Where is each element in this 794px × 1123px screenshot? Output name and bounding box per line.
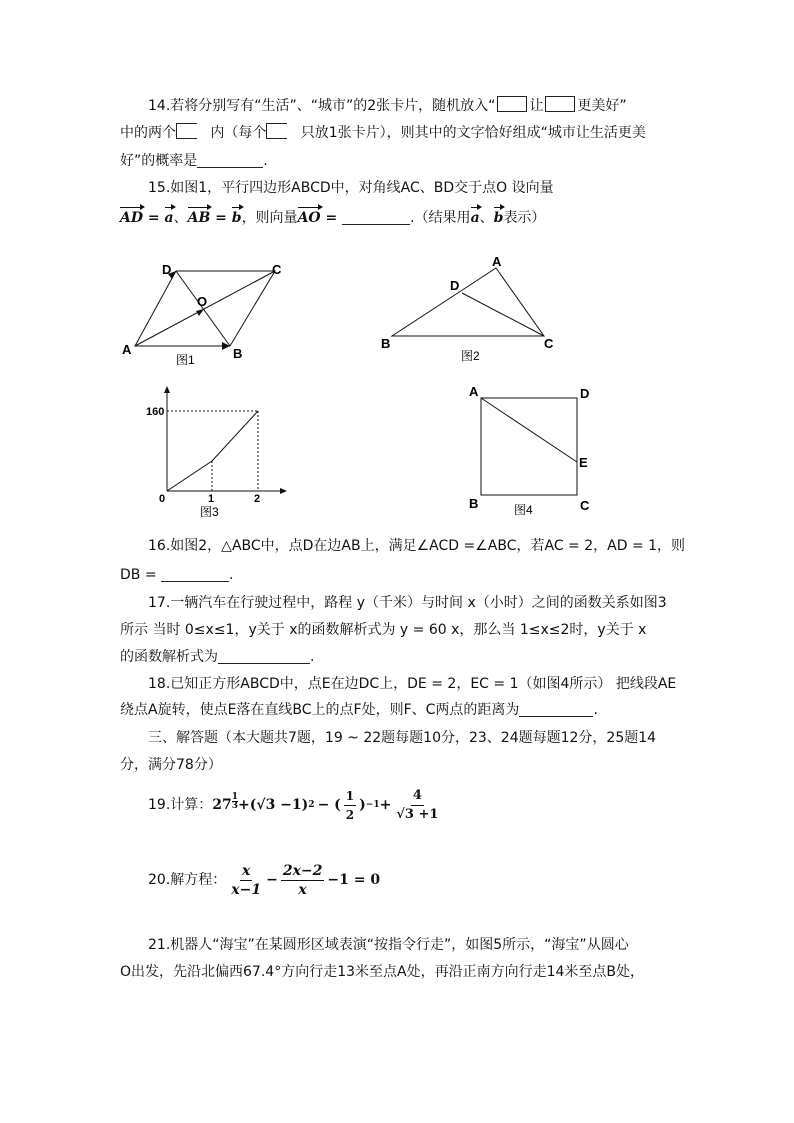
- vector-ao: AO: [297, 210, 321, 226]
- figures-area: [0, 240, 794, 540]
- half-fraction: $\frac{1}{2}$: [345, 788, 355, 822]
- fig4-label-a: A: [469, 384, 479, 399]
- q17-line3: 的函数解析式为 .: [120, 649, 315, 665]
- q14-line2: 中的两个 内（每个 只放1张卡片），则其中的文字恰好组成“城市让生活更美: [120, 125, 646, 141]
- answer-blank-q16: [161, 567, 229, 582]
- q18-line1: 18.已知正方形ABCD中，点E在边DC上，DE = 2，EC = 1（如图4所示） 把线段AE: [148, 676, 677, 692]
- answer-blank-q18: [519, 702, 593, 717]
- fig4-label-c: C: [580, 498, 590, 513]
- figure-4: [469, 384, 590, 517]
- fig3-caption: 图3: [200, 505, 219, 519]
- fig1-label-c: C: [272, 262, 282, 277]
- fig4-label-b: B: [469, 496, 479, 511]
- q21-line1: 21.机器人“海宝”在某圆形区域表演“按指令行走”，如图5所示，“海宝”从圆心: [148, 937, 629, 953]
- fig1-label-d: D: [162, 262, 172, 277]
- answer-blank-q15: [342, 210, 410, 225]
- q15-line2: AD = a、AB = b，则向量AO = .（结果用a、b表示）: [120, 210, 546, 226]
- fig4-label-e: E: [579, 455, 588, 470]
- q21-line2: O出发，先沿北偏西67.4°方向行走13米至点A处，再沿正南方向行走14米至点B处，: [120, 964, 645, 980]
- fig3-label-160: 160: [146, 406, 165, 418]
- figure-1: [122, 262, 282, 367]
- vector-b: b: [231, 210, 242, 226]
- q16-line1: 16.如图2，△ABC中，点D在边AB上，满足∠ACD =∠ABC，若AC = 2，AD = 1，则: [148, 538, 686, 554]
- fig4-label-d: D: [580, 386, 590, 401]
- blank-box-3: [176, 123, 197, 139]
- vector-a: a: [164, 210, 174, 226]
- q14-line3: 好”的概率是 .: [120, 153, 268, 169]
- fig3-label-1: 1: [208, 493, 215, 505]
- q17-line1: 17.一辆汽车在行驶过程中，路程 y（千米）与时间 x（小时）之间的函数关系如图3: [148, 595, 667, 611]
- blank-box-2: [545, 96, 575, 112]
- answer-blank-q14: [197, 153, 263, 168]
- q18-line2: 绕点A旋转，使点E落在直线BC上的点F处，则F、C两点的距离为 .: [120, 702, 598, 718]
- section3-heading-cont: 分，满分78分）: [120, 757, 222, 773]
- fig2-caption: 图2: [461, 349, 480, 363]
- fig3-label-0: 0: [159, 493, 166, 505]
- fig2-label-a: A: [492, 254, 502, 269]
- fraction-1: $\frac{x}{x-1}$: [231, 862, 262, 898]
- q20-line: 20.解方程： $\frac{x}{x-1}$ − $\frac{2x-2}{x}$ −1 = 0: [148, 862, 381, 898]
- q15-line1: 15.如图1，平行四边形ABCD中，对角线AC、BD交于点O 设向量: [148, 180, 554, 196]
- q19-line: 19.计算： 27 $^{\frac{1}{3}}$ +(√3 −1) 2 − ( $\frac{1}{2}$ ) −1 + $\frac{4}{√3 +1}$: [148, 787, 439, 822]
- fig1-label-a: A: [122, 342, 132, 357]
- vector-ad: AD: [120, 210, 144, 226]
- fig2-label-b: B: [381, 336, 391, 351]
- fig1-caption: 图1: [176, 353, 195, 367]
- figure-2: [381, 254, 554, 363]
- blank-box-1: [497, 96, 527, 112]
- blank-box-4: [266, 123, 287, 139]
- fig3-label-2: 2: [254, 493, 261, 505]
- fig1-label-o: O: [197, 294, 208, 309]
- q14-line1: 14.若将分别写有“生活”、“城市”的2张卡片，随机放入“ 让 更美好”: [148, 98, 627, 114]
- fraction-2: $\frac{2x-2}{x}$: [282, 862, 323, 898]
- fig4-caption: 图4: [514, 503, 533, 517]
- fig1-label-b: B: [233, 346, 243, 361]
- sqrt-fraction: $\frac{4}{√3 +1}$: [396, 787, 439, 822]
- vector-ab: AB: [187, 210, 211, 226]
- figure-3: [146, 386, 287, 519]
- section3-heading: 三、解答题（本大题共7题，19 ~ 22题每题10分，23、24题每题12分，25题14: [148, 730, 657, 746]
- fig2-label-d: D: [450, 278, 460, 293]
- q16-line2: DB = .: [120, 567, 234, 583]
- fig2-label-c: C: [544, 336, 554, 351]
- answer-blank-q17: [218, 649, 310, 664]
- q17-line2: 所示 当时 0≤x≤1，y关于 x的函数解析式为 y = 60 x，那么当 1≤x≤2时，y关于 x: [120, 622, 647, 638]
